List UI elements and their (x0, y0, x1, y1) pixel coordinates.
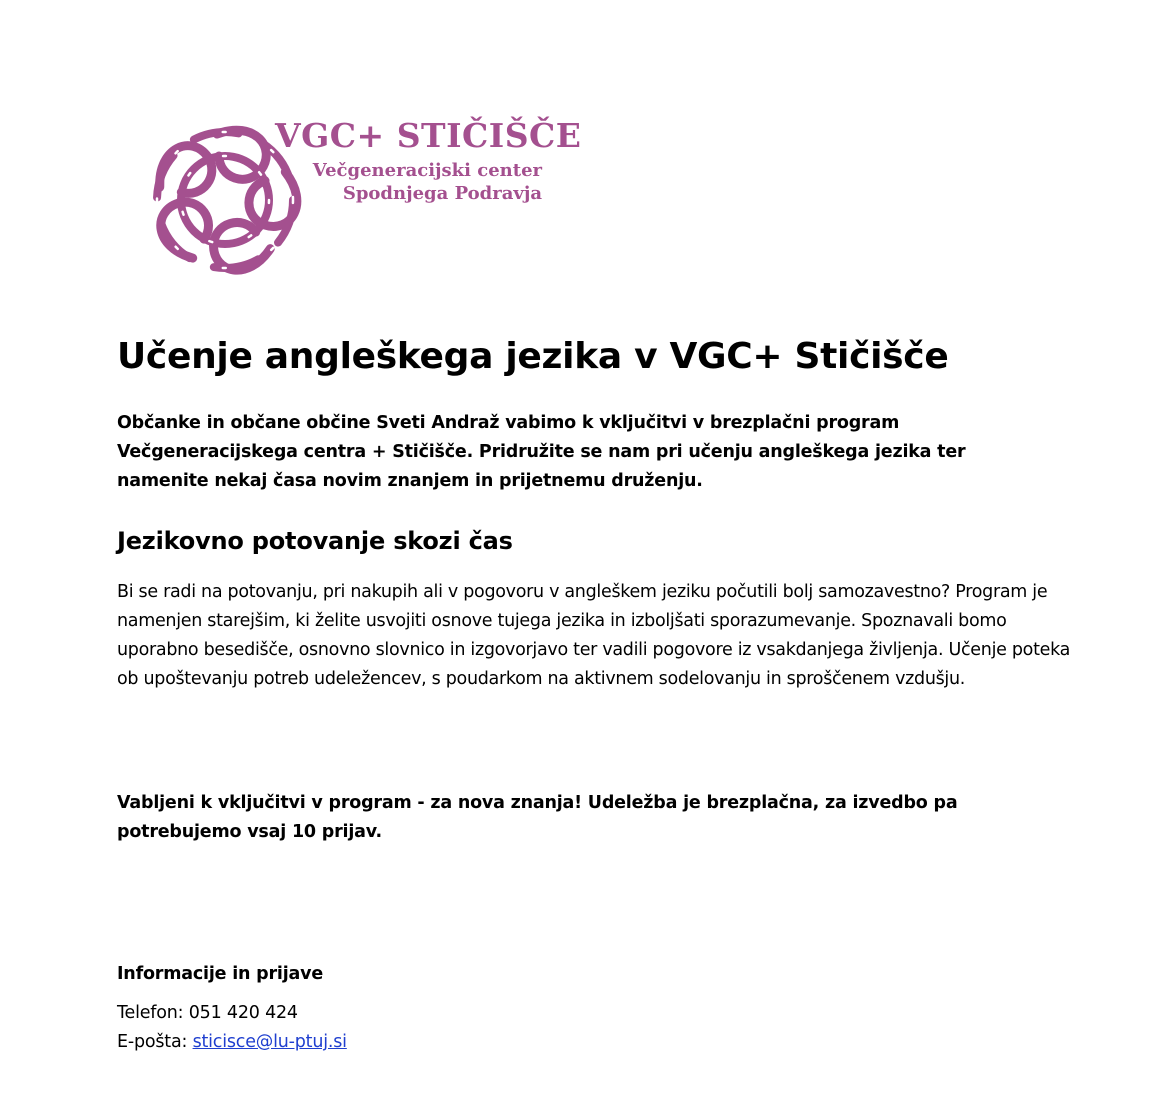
phone-label: Telefon: (117, 1003, 189, 1023)
logo-title: VGC+ STIČIŠČE (275, 116, 582, 155)
logo (140, 112, 582, 282)
document-title: Učenje angleškega jezika v VGC+ Stičišče (117, 336, 949, 377)
intro-paragraph: Občanke in občane občine Sveti Andraž vabimo k vključitvi v brezplačni program Večgeneracijskega centra + Stičišče. Pridružite se nam pri učenju angleškega jezika ter namenite nekaj časa novim znanjem in prijetnemu druženju. (117, 413, 966, 491)
phone-line (117, 1003, 298, 1023)
email-link[interactable]: sticisce@lu-ptuj.si (192, 1032, 347, 1052)
invite-paragraph: Vabljeni k vključitvi v program - za nova znanja! Udeležba je brezplačna, za izvedbo pa potrebujemo vsaj 10 prijav. (117, 793, 958, 842)
email-label: E-pošta: (117, 1032, 193, 1052)
email-line (117, 1032, 347, 1052)
logo-subtitle-line-1: Večgeneracijski center (312, 160, 542, 181)
body-paragraph: Bi se radi na potovanju, pri nakupih ali v pogovoru v angleškem jeziku počutili bolj samozavestno? Program je namenjen starejšim, ki želite usvojiti osnove tujega jezika in izboljšati sporazumevanje. Spoznavali bomo uporabno besedišče, osnovno slovnico in izgovorjavo ter vadili pogovore iz vsakdanjega življenja. Učenje poteka ob upoštevanju potreb udeležencev, s poudarkom na aktivnem sodelovanju in sproščenem vzdušju. (117, 582, 1071, 689)
section-heading: Jezikovno potovanje skozi čas (117, 527, 513, 555)
phone-number: 051 420 424 (188, 1003, 298, 1023)
logo-subtitle-line-2: Spodnjega Podravja (342, 183, 542, 204)
contact-heading: Informacije in prijave (117, 964, 324, 984)
